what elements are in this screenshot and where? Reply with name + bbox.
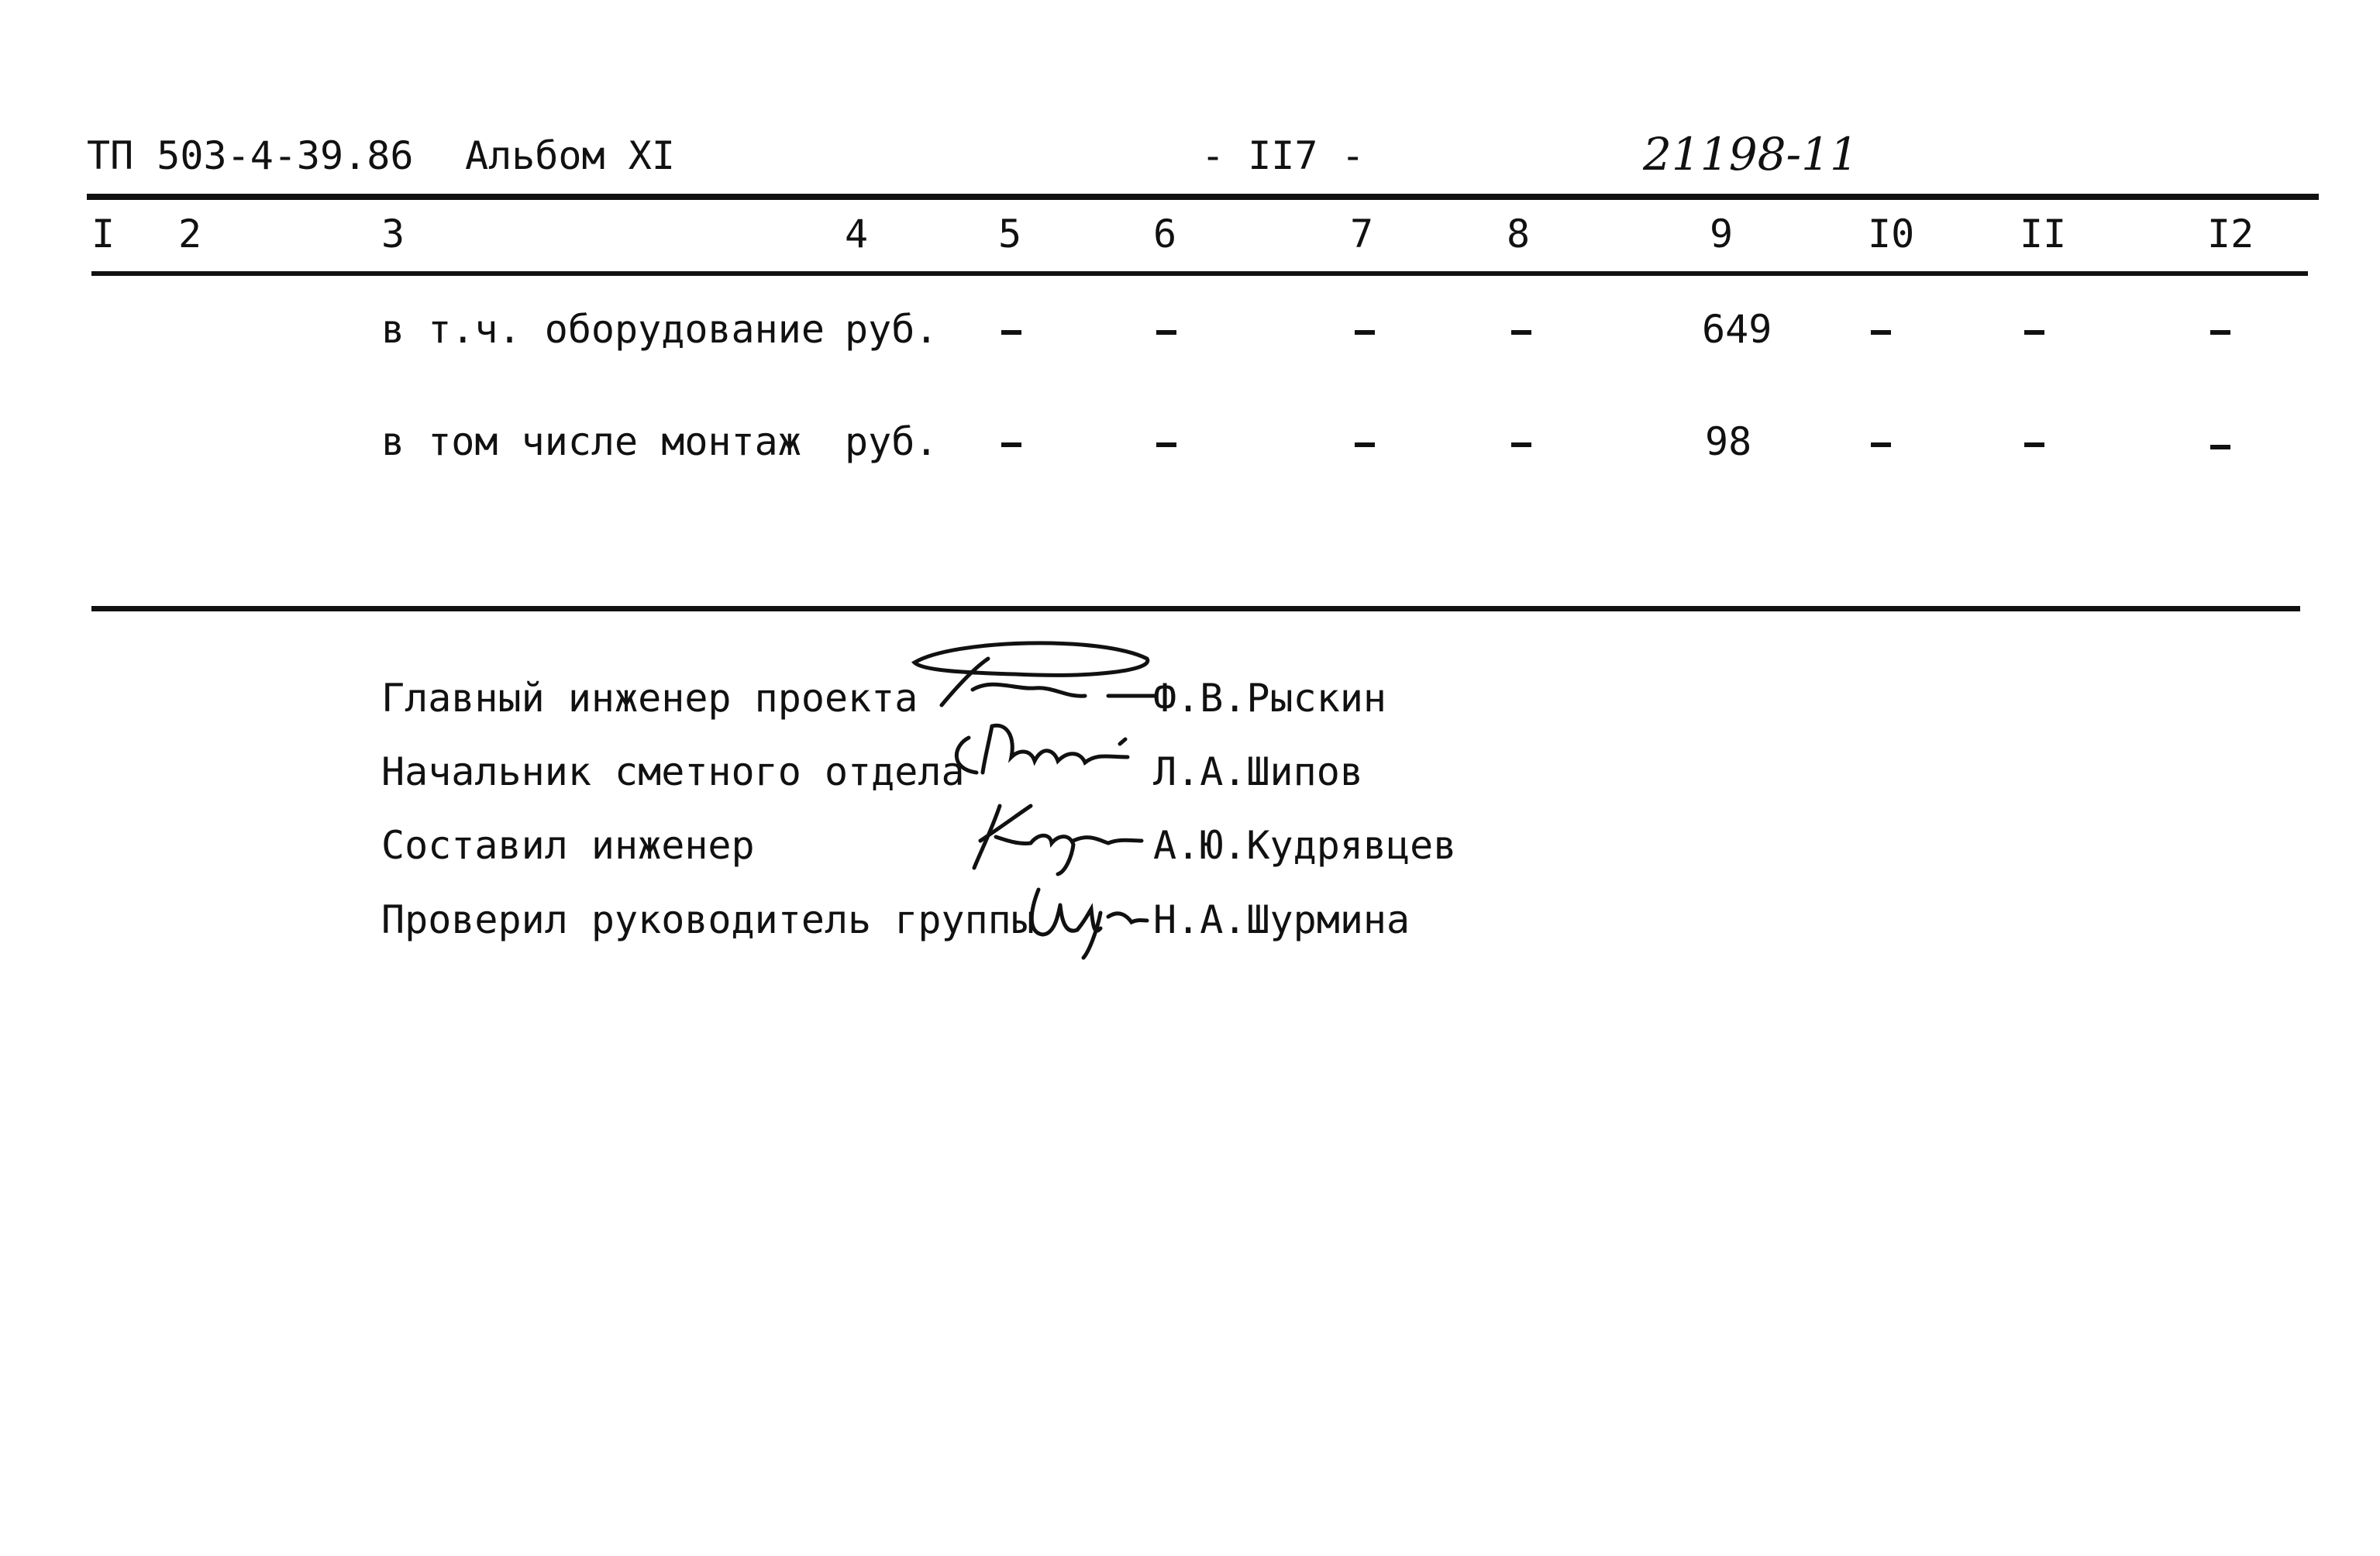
signature-scribble-1 [899, 635, 1162, 721]
signature-scribble-2 [945, 714, 1139, 784]
col-header-12: I2 [2207, 212, 2254, 256]
empty-cell-dash [2210, 445, 2230, 449]
signature-role: Проверил руководитель группы [381, 897, 1035, 942]
col-header-1: I [91, 212, 115, 256]
col-header-4: 4 [845, 212, 869, 256]
signature-role: Составил инженер [381, 823, 755, 868]
row-unit: руб. [845, 419, 939, 464]
album-label: Альбом XI [465, 133, 675, 178]
col-header-10: I0 [1868, 212, 1915, 256]
signature-role: Начальник сметного отдела [381, 749, 965, 794]
empty-cell-dash [2024, 330, 2044, 335]
empty-cell-dash [2210, 330, 2230, 335]
empty-cell-dash [1001, 330, 1021, 335]
signature-scribble-4 [1023, 874, 1147, 959]
row-value: 649 [1702, 307, 1772, 352]
signature-role: Главный инженер проекта [381, 676, 918, 721]
col-header-3: 3 [381, 212, 405, 256]
row-label: в том числе монтаж [381, 419, 801, 464]
col-header-5: 5 [998, 212, 1022, 256]
empty-cell-dash [1511, 442, 1531, 447]
handwritten-number: 21198-11 [1643, 128, 1858, 181]
col-header-2: 2 [178, 212, 202, 256]
signature-name: Л.А.Шипов [1153, 749, 1363, 794]
row-label: в т.ч. оборудование [381, 307, 825, 352]
empty-cell-dash [1511, 330, 1531, 335]
table-bottom-rule [91, 606, 2300, 611]
empty-cell-dash [1355, 330, 1375, 335]
signature-scribble-3 [965, 798, 1143, 876]
empty-cell-dash [1871, 442, 1891, 447]
header-rule [87, 194, 2319, 200]
signature-name: А.Ю.Кудрявцев [1153, 823, 1457, 868]
empty-cell-dash [1001, 442, 1021, 447]
signature-name: Ф.В.Рыскин [1153, 676, 1387, 721]
column-rule [91, 271, 2308, 276]
col-header-8: 8 [1507, 212, 1531, 256]
col-header-11: II [2020, 212, 2067, 256]
signature-name: Н.А.Шурмина [1153, 897, 1410, 942]
empty-cell-dash [1156, 330, 1176, 335]
empty-cell-dash [1871, 330, 1891, 335]
row-unit: руб. [845, 307, 939, 352]
doc-code: ТП 503-4-39.86 [87, 133, 414, 178]
col-header-6: 6 [1153, 212, 1177, 256]
row-value: 98 [1705, 419, 1752, 464]
col-header-9: 9 [1710, 212, 1734, 256]
page-number: - II7 - [1201, 133, 1365, 178]
col-header-7: 7 [1350, 212, 1374, 256]
empty-cell-dash [2024, 442, 2044, 447]
empty-cell-dash [1355, 442, 1375, 447]
empty-cell-dash [1156, 442, 1176, 447]
